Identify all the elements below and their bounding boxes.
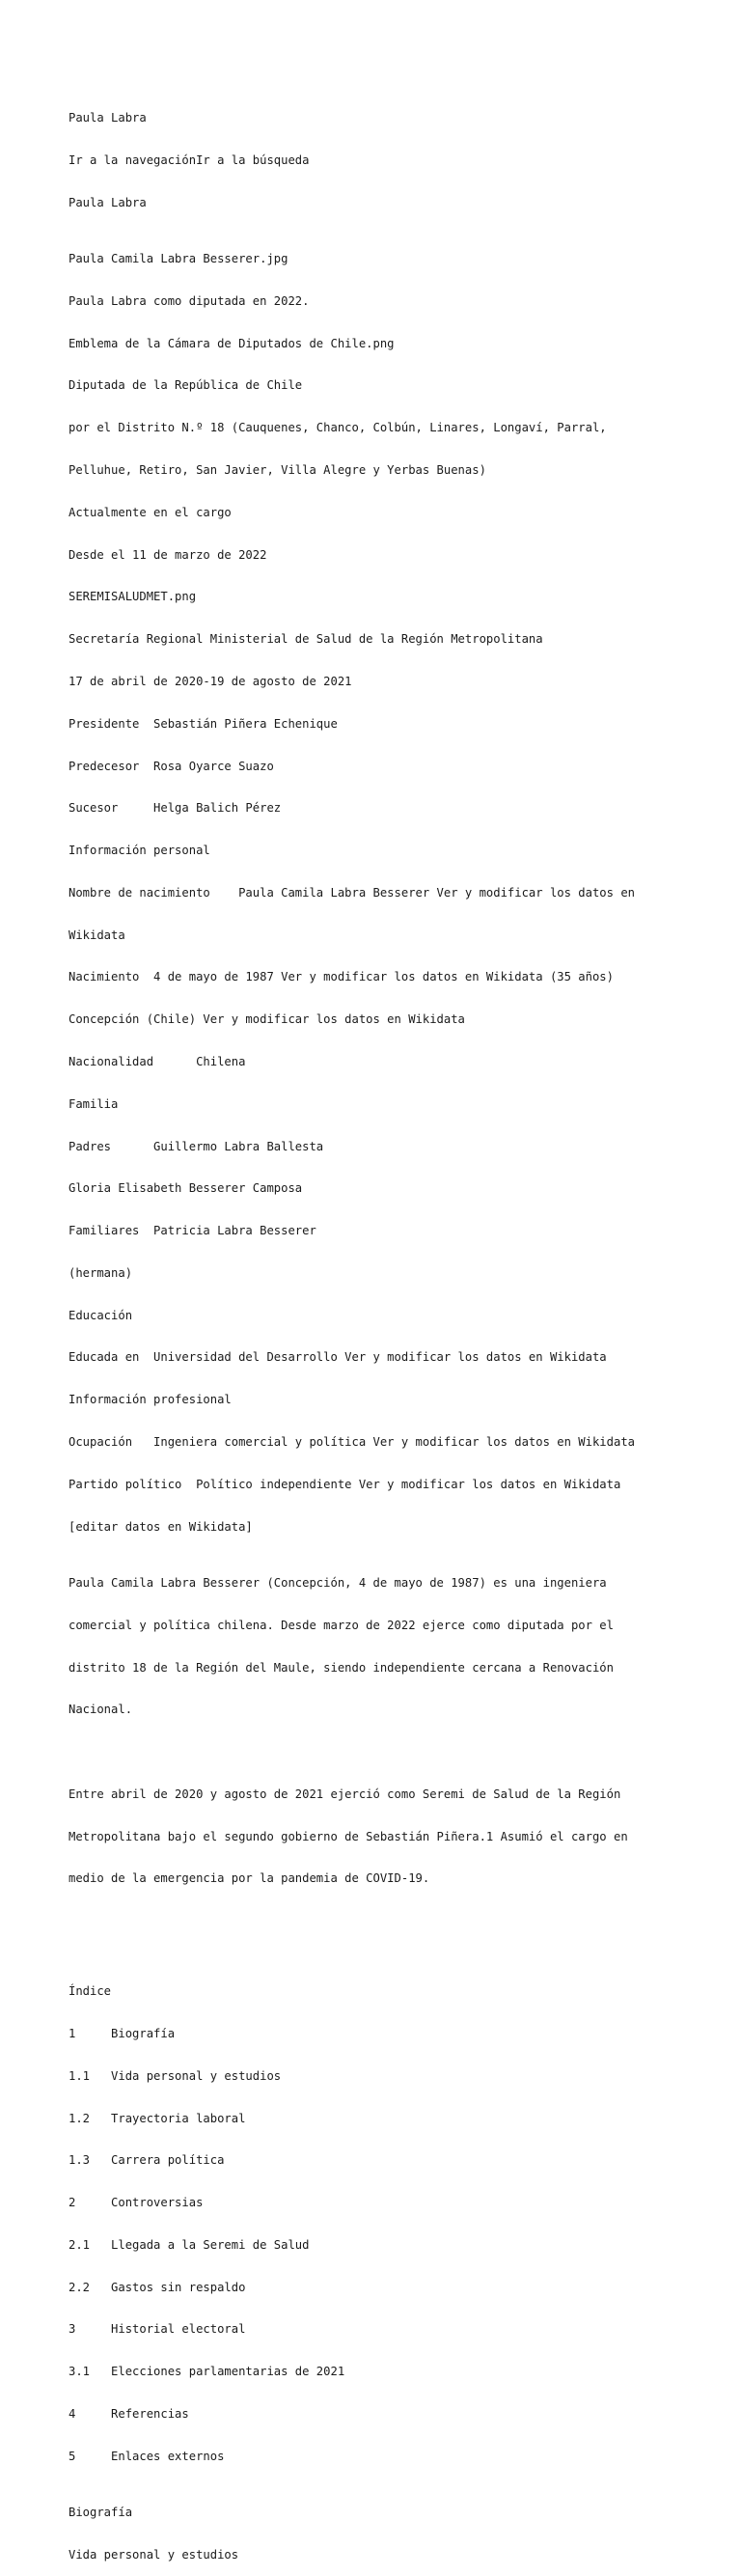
infobox-professional-header: Información profesional [69,1393,232,1407]
article-heading: Paula Labra [69,195,147,209]
toc-item[interactable]: 1.2 Trayectoria laboral [69,2111,246,2125]
infobox-image-file[interactable]: Paula Camila Labra Besserer.jpg [69,252,288,266]
infobox-party: Partido político Político independiente Ver y modificar los datos en Wikidata [69,1477,621,1491]
infobox-emblem-file[interactable]: Emblema de la Cámara de Diputados de Chile.png [69,336,395,350]
toc-item[interactable]: 1 Biografía [69,2026,176,2040]
infobox-parents-2: Gloria Elisabeth Besserer Camposa [69,1181,303,1196]
infobox-since: Desde el 11 de marzo de 2022 [69,547,267,562]
infobox-relatives-1: Familiares Patricia Labra Besserer [69,1224,316,1238]
section-spacer [69,1914,686,1942]
infobox-personal-header: Información personal [69,844,210,858]
intro-paragraph-1-line-2: comercial y política chilena. Desde marzo de 2022 ejerce como diputada por el [69,1618,614,1632]
infobox-current: Actualmente en el cargo [69,505,232,519]
infobox-nationality: Nacionalidad Chilena [69,1054,246,1068]
toc-item[interactable]: 1.1 Vida personal y estudios [69,2068,282,2083]
infobox-education-header: Educación [69,1308,133,1322]
toc-item[interactable]: 3 Historial electoral [69,2322,246,2337]
infobox-educated-at: Educada en Universidad del Desarrollo Ver y modificar los datos en Wikidata [69,1350,607,1365]
intro-paragraph-2-line-1: Entre abril de 2020 y agosto de 2021 ejerció como Seremi de Salud de la Región [69,1787,621,1801]
infobox-president: Presidente Sebastián Piñera Echenique [69,716,338,731]
intro-paragraph-1-line-4: Nacional. [69,1703,133,1717]
intro-paragraph-2-line-3: medio de la emergencia por la pandemia de COVID-19. [69,1871,430,1886]
page-title: Paula Labra [69,111,147,125]
infobox-successor: Sucesor Helga Balich Pérez [69,801,282,816]
infobox-birth-place: Concepción (Chile) Ver y modificar los datos en Wikidata [69,1012,465,1027]
toc-item[interactable]: 4 Referencias [69,2406,189,2421]
wikidata-edit-link[interactable]: [editar datos en Wikidata] [69,1519,253,1534]
infobox-occupation: Ocupación Ingeniera comercial y política Ver y modificar los datos en Wikidata [69,1435,635,1449]
intro-paragraph-1-line-3: distrito 18 de la Región del Maule, siendo independiente cercana a Renovación [69,1660,614,1675]
paragraph-spacer [69,1745,686,1759]
infobox-relatives-2: (hermana) [69,1265,133,1280]
toc-item[interactable]: 5 Enlaces externos [69,2449,225,2463]
article-text [69,83,686,2576]
infobox-birth-name-2: Wikidata [69,928,125,942]
infobox-image-caption: Paula Labra como diputada en 2022. [69,293,310,308]
skip-links[interactable]: Ir a la navegaciónIr a la búsqueda [69,152,310,167]
infobox-seremi-dates: 17 de abril de 2020-19 de agosto de 2021 [69,674,352,688]
toc-item[interactable]: 2 Controversias [69,2196,204,2210]
section-heading-biografia: Biografía [69,2506,133,2520]
infobox-birth: Nacimiento 4 de mayo de 1987 Ver y modificar los datos en Wikidata (35 años) [69,970,614,984]
intro-paragraph-1-line-1: Paula Camila Labra Besserer (Concepción, 4 de mayo de 1987) es una ingeniera [69,1575,607,1590]
toc-item[interactable]: 3.1 Elecciones parlamentarias de 2021 [69,2365,345,2379]
toc-heading: Índice [69,1984,112,1999]
toc-item[interactable]: 1.3 Carrera política [69,2153,225,2168]
infobox-office-title: Diputada de la República de Chile [69,378,303,393]
infobox-seremi-file[interactable]: SEREMISALUDMET.png [69,590,197,604]
infobox-parents-1: Padres Guillermo Labra Ballesta [69,1139,324,1153]
infobox-district-line-2: Pelluhue, Retiro, San Javier, Villa Alegre y Yerbas Buenas) [69,463,486,478]
infobox-seremi-office: Secretaría Regional Ministerial de Salud de la Región Metropolitana [69,632,543,647]
intro-paragraph-2-line-2: Metropolitana bajo el segundo gobierno de Sebastián Piñera.1 Asumió el cargo en [69,1829,628,1843]
infobox-family-header: Familia [69,1096,119,1111]
section-heading-vida-personal: Vida personal y estudios [69,2547,239,2562]
infobox-district-line-1: por el Distrito N.º 18 (Cauquenes, Chanco, Colbún, Linares, Longaví, Parral, [69,421,607,435]
infobox-birth-name-1: Nombre de nacimiento Paula Camila Labra Besserer Ver y modificar los datos en [69,885,635,900]
toc-item[interactable]: 2.2 Gastos sin respaldo [69,2280,246,2294]
infobox-predecessor: Predecesor Rosa Oyarce Suazo [69,759,274,773]
toc-item[interactable]: 2.1 Llegada a la Seremi de Salud [69,2237,310,2252]
